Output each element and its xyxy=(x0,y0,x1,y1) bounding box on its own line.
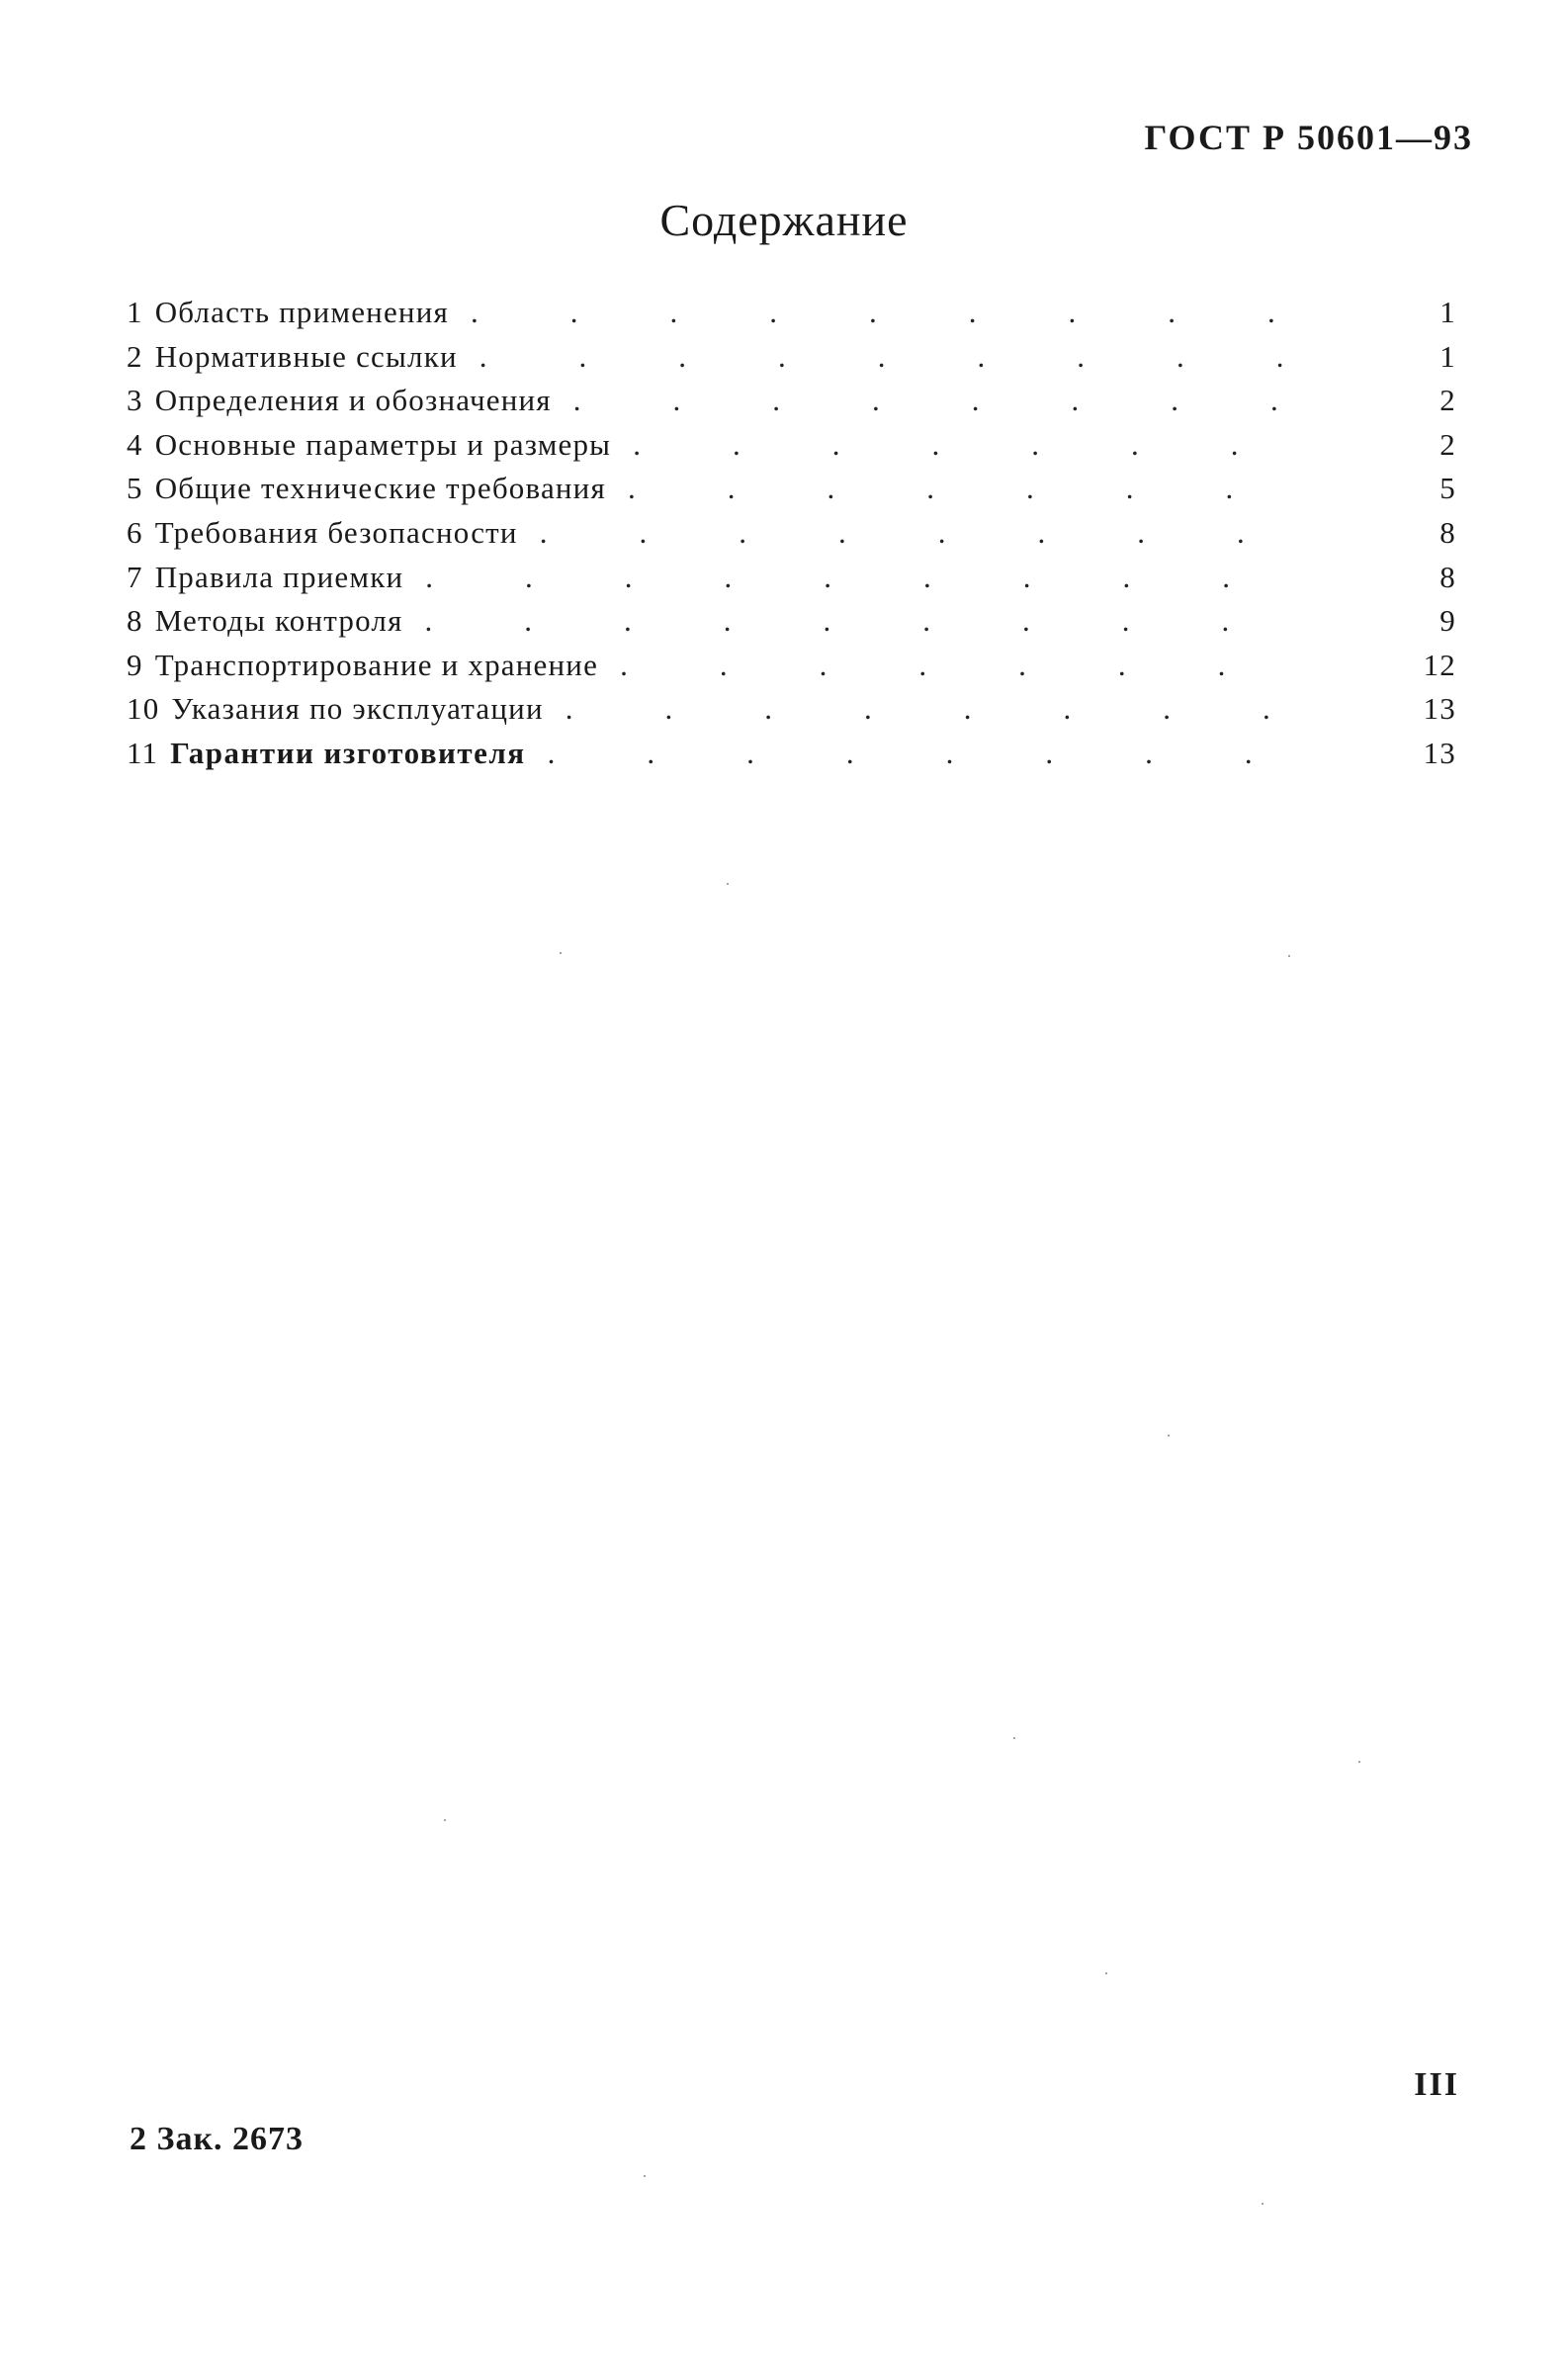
dot-leader xyxy=(633,427,1318,463)
toc-entry-number: 1 xyxy=(127,295,143,329)
toc-entry xyxy=(127,383,1456,427)
dot-leader xyxy=(425,603,1318,639)
toc-entry-number: 11 xyxy=(127,735,159,770)
dot-leader xyxy=(471,295,1318,330)
toc-entry-title: Определения и обозначения xyxy=(154,383,552,418)
toc-entry-number: 3 xyxy=(127,383,143,418)
scan-speck xyxy=(1358,1761,1360,1763)
dot-leader xyxy=(620,648,1318,683)
toc-entry-title: Нормативные ссылки xyxy=(154,338,458,374)
toc-entry xyxy=(127,515,1456,560)
toc-entry xyxy=(127,736,1456,780)
toc-entry-title: Требования безопасности xyxy=(154,514,518,550)
table-of-contents xyxy=(127,295,1456,780)
toc-entry-page: 8 xyxy=(1439,559,1456,594)
scan-speck xyxy=(560,952,562,954)
toc-entry-number: 6 xyxy=(127,514,143,550)
toc-entry-title: Основные параметры и размеры xyxy=(154,426,612,462)
toc-entry-title: Указания по эксплуатации xyxy=(171,691,544,727)
toc-entry-page: 12 xyxy=(1423,647,1456,682)
toc-entry xyxy=(127,339,1456,384)
toc-title: Содержание xyxy=(659,195,909,245)
toc-entry-number: 7 xyxy=(127,559,143,594)
dot-leader xyxy=(573,383,1318,418)
toc-entry-number: 8 xyxy=(127,603,143,639)
toc-entry-page: 2 xyxy=(1439,426,1456,462)
toc-entry-title: Методы контроля xyxy=(154,603,403,639)
page-number: III xyxy=(1414,2066,1459,2103)
toc-entry-page: 1 xyxy=(1439,295,1456,329)
toc-entry-page: 8 xyxy=(1439,514,1456,550)
dot-leader xyxy=(628,471,1318,506)
toc-entry-page: 13 xyxy=(1423,691,1456,727)
scan-speck xyxy=(1168,1435,1170,1437)
toc-entry xyxy=(127,648,1456,692)
toc-entry xyxy=(127,691,1456,736)
toc-entry-number: 10 xyxy=(127,691,160,727)
dot-leader xyxy=(566,691,1318,727)
toc-entry xyxy=(127,295,1456,339)
toc-entry-number: 2 xyxy=(127,338,143,374)
toc-entry-title: Общие технические требования xyxy=(154,471,606,506)
toc-entry-page: 2 xyxy=(1439,383,1456,418)
toc-entry xyxy=(127,427,1456,472)
dot-leader xyxy=(425,560,1318,595)
scan-speck xyxy=(1105,1972,1107,1974)
scan-speck xyxy=(644,2175,646,2177)
toc-entry-number: 4 xyxy=(127,426,143,462)
toc-entry-number: 9 xyxy=(127,647,143,682)
order-number: 2 Зак. 2673 xyxy=(130,2121,305,2157)
toc-entry-title: Правила приемки xyxy=(154,559,404,594)
toc-entry-number: 5 xyxy=(127,471,143,506)
scan-speck xyxy=(444,1819,446,1821)
toc-entry xyxy=(127,471,1456,515)
toc-entry-page: 9 xyxy=(1439,603,1456,639)
dot-leader xyxy=(548,736,1318,771)
dot-leader xyxy=(479,339,1318,375)
scan-speck xyxy=(727,883,729,885)
toc-entry-title: Область применения xyxy=(154,295,449,329)
toc-entry-page: 5 xyxy=(1439,471,1456,506)
document-code: ГОСТ Р 50601—93 xyxy=(1144,118,1473,157)
toc-entry-title: Транспортирование и хранение xyxy=(154,647,599,682)
scan-speck xyxy=(1262,2203,1263,2205)
scan-speck xyxy=(1013,1737,1015,1739)
toc-entry-page: 1 xyxy=(1439,338,1456,374)
scan-speck xyxy=(1288,955,1290,957)
toc-entry xyxy=(127,560,1456,604)
toc-entry-page: 13 xyxy=(1423,735,1456,770)
toc-entry-title: Гарантии изготовителя xyxy=(170,735,526,770)
toc-entry xyxy=(127,603,1456,648)
dot-leader xyxy=(540,515,1318,551)
